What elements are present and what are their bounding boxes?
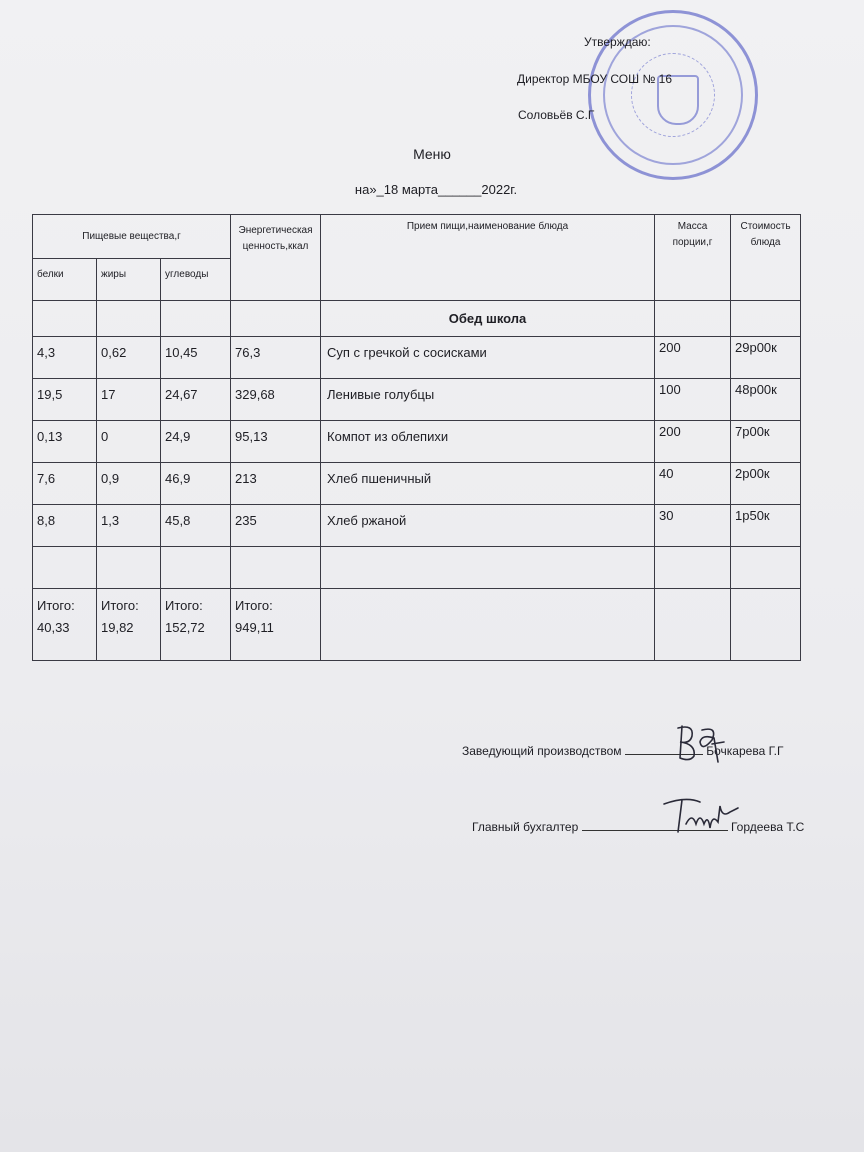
empty-cell: [731, 547, 801, 589]
total-fats-value: 19,82: [101, 620, 134, 635]
cell-carbs: 24,9: [161, 421, 231, 463]
production-head-name: Бочкарева Г.Г: [706, 744, 784, 758]
cell-cost: 29р00к: [731, 337, 801, 379]
cell-energy: 76,3: [231, 337, 321, 379]
cell-dish: Суп с гречкой с сосисками: [321, 337, 655, 379]
table-row: [33, 337, 801, 379]
table-row: [33, 379, 801, 421]
cell-energy: 95,13: [231, 421, 321, 463]
empty-cell: [655, 589, 731, 661]
empty-cell: [33, 547, 97, 589]
total-proteins: [33, 589, 97, 661]
cell-fats: 1,3: [97, 505, 161, 547]
total-fats: [97, 589, 161, 661]
total-label: Итого:: [235, 598, 273, 613]
cell-mass: 200: [655, 421, 731, 463]
total-energy: [231, 589, 321, 661]
header-dish: Прием пищи,наименование блюда: [321, 215, 655, 301]
cell-energy: 235: [231, 505, 321, 547]
total-energy-value: 949,11: [235, 620, 274, 635]
cell-carbs: 45,8: [161, 505, 231, 547]
approval-signer: Соловьёв С.Г: [518, 108, 595, 122]
menu-date: на»_18 марта______2022г.: [354, 182, 518, 197]
cell-dish: Хлеб ржаной: [321, 505, 655, 547]
empty-cell: [321, 589, 655, 661]
header-proteins: белки: [33, 259, 97, 301]
cell-fats: 0,9: [97, 463, 161, 505]
cell-proteins: 4,3: [33, 337, 97, 379]
section-empty-cell: [231, 301, 321, 337]
header-nutrients: Пищевые вещества,г: [33, 215, 231, 259]
production-head-role: Заведующий производством: [462, 744, 622, 758]
cell-cost: 2р00к: [731, 463, 801, 505]
cell-cost: 7р00к: [731, 421, 801, 463]
cell-carbs: 24,67: [161, 379, 231, 421]
accountant-line: [472, 820, 804, 834]
production-head-line: [462, 744, 783, 758]
empty-cell: [731, 589, 801, 661]
production-head-signature: [672, 722, 726, 766]
cell-mass: 40: [655, 463, 731, 505]
section-empty-cell: [161, 301, 231, 337]
cell-mass: 30: [655, 505, 731, 547]
cell-cost: 48р00к: [731, 379, 801, 421]
cell-proteins: 7,6: [33, 463, 97, 505]
header-energy: Энергетическая ценность,ккал: [231, 215, 321, 301]
total-proteins-value: 40,33: [37, 620, 70, 635]
approval-director: Директор МБОУ СОШ № 16: [517, 72, 672, 86]
total-carbs-value: 152,72: [165, 620, 205, 635]
total-carbs: [161, 589, 231, 661]
accountant-name: Гордеева Т.С: [730, 820, 805, 834]
table-row-empty: [33, 547, 801, 589]
cell-carbs: 10,45: [161, 337, 231, 379]
menu-title: Меню: [413, 146, 451, 162]
accountant-signature: [656, 794, 740, 836]
approval-title: Утверждаю:: [584, 35, 651, 49]
total-label: Итого:: [101, 598, 139, 613]
cell-fats: 0: [97, 421, 161, 463]
section-empty-cell: [33, 301, 97, 337]
cell-proteins: 0,13: [33, 421, 97, 463]
cell-fats: 17: [97, 379, 161, 421]
empty-cell: [231, 547, 321, 589]
header-cost: Стоимость блюда: [731, 215, 801, 301]
cell-carbs: 46,9: [161, 463, 231, 505]
header-mass: Масса порции,г: [655, 215, 731, 301]
table-row: [33, 463, 801, 505]
section-empty-cell: [731, 301, 801, 337]
cell-mass: 100: [655, 379, 731, 421]
cell-mass: 200: [655, 337, 731, 379]
table-row-totals: [33, 589, 801, 661]
cell-dish: Хлеб пшеничный: [321, 463, 655, 505]
empty-cell: [97, 547, 161, 589]
cell-cost: 1р50к: [731, 505, 801, 547]
menu-table: [32, 214, 801, 661]
empty-cell: [321, 547, 655, 589]
total-label: Итого:: [37, 598, 75, 613]
cell-dish: Компот из облепихи: [321, 421, 655, 463]
empty-cell: [655, 547, 731, 589]
cell-proteins: 8,8: [33, 505, 97, 547]
table-row: [33, 505, 801, 547]
header-fats: жиры: [97, 259, 161, 301]
section-empty-cell: [97, 301, 161, 337]
table-row: [33, 421, 801, 463]
header-carbs: углеводы: [161, 259, 231, 301]
cell-dish: Ленивые голубцы: [321, 379, 655, 421]
total-label: Итого:: [165, 598, 203, 613]
cell-proteins: 19,5: [33, 379, 97, 421]
cell-fats: 0,62: [97, 337, 161, 379]
section-empty-cell: [655, 301, 731, 337]
cell-energy: 329,68: [231, 379, 321, 421]
section-label: Обед школа: [321, 301, 655, 337]
accountant-role: Главный бухгалтер: [472, 820, 579, 834]
cell-energy: 213: [231, 463, 321, 505]
empty-cell: [161, 547, 231, 589]
